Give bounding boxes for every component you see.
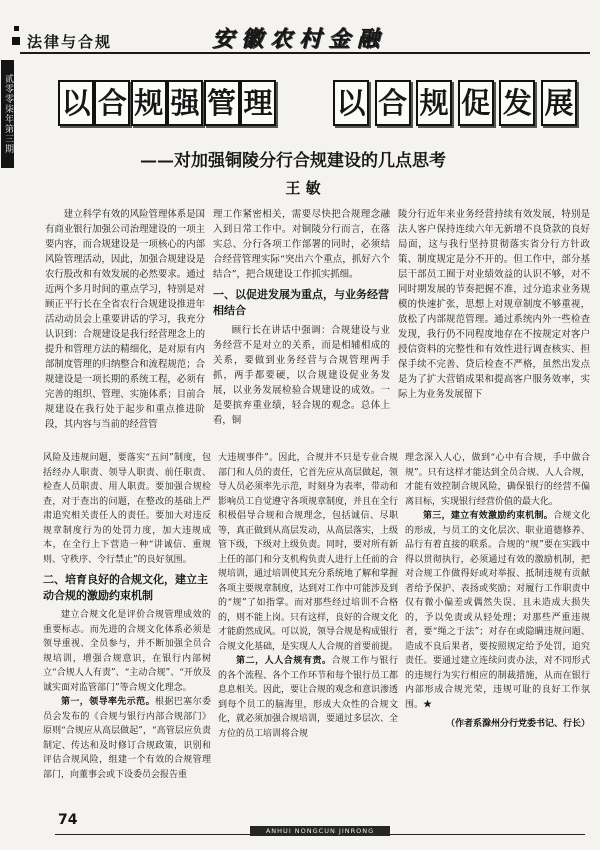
article-author: 王 敏 [285, 179, 321, 197]
title-char: 管 [204, 80, 240, 126]
magazine-title: 安徽农村金融 [212, 26, 387, 52]
top-column-1 [45, 207, 205, 447]
header-rule [20, 52, 590, 54]
article-subtitle: ——对加强铜陵分行合规建设的几点思考 [140, 151, 446, 171]
paragraph: 建立合规文化是评价合规管理成效的重要标志。而先进的合规文化体系必须是领导重视、全员参与，并不断加强全员合规培训，增强合规意识，在银行内部树立“合规人人有责”、“主动合规”、“开放及诚实面对监管部门”等合规文化理念。 [43, 610, 211, 693]
paragraph-lead: 第一，领导率先示范。 [61, 697, 155, 707]
decorative-square-small [14, 26, 19, 31]
paragraph: 理工作紧密相关，需要尽快把合规理念融入到日常工作中。对铜陵分行而言，在落实总、分行各项工作部署的同时，必须结合经营管理实际“突出六个重点，抓好六个结合”，把合规建设工作抓实抓细。 [213, 209, 390, 280]
title-char: 促 [458, 80, 494, 126]
title-char: 规 [131, 80, 167, 126]
bottom-column-3 [405, 451, 590, 811]
title-char: 理 [240, 80, 276, 126]
title-char: 强 [167, 80, 203, 126]
top-column-3 [398, 207, 590, 447]
title-char: 规 [416, 80, 452, 126]
paragraph [405, 509, 590, 712]
title-char: 以 [58, 80, 94, 126]
title-char: 合 [94, 80, 130, 126]
section-label: 法律与合规 [27, 33, 113, 51]
bottom-column-2 [218, 451, 398, 811]
decorative-square [12, 37, 20, 45]
paragraph: 顾行长在讲话中强调：合规建设与业务经营不是对立的关系，而是相辅相成的关系，要做到业务经营与合规管理两手抓，两手都要硬，以合规建设促业务发展，以业务发展检验合规建设的成效。一是要摈弃重业绩，轻合规的观念。总体上看，铜 [213, 325, 390, 426]
paragraph-text: 合规文化的形成，与员工的文化层次、职业道德修养、品行有着直接的联系。合规的“规”要在实践中得以贯彻执行，必须通过有效的激励机制，把对合规工作做得好或对举报、抵制违规有贡献者给予保护、表扬或奖励；对履行工作职责中仅有微小偏差或偶然失误、且未造成大损失的，予以免责或从轻处理；对那些严重违规者，要“绳之于法”；对存在或隐瞒违规问题、造成不良后果者，要按照规定给予处罚，追究责任。要通过建立连续问责办法，对不同形式的违规行为实行相应的制裁措施，从而在银行内部形成合规光荣，违规可耻的良好工作氛围。★ [405, 511, 590, 710]
paragraph-text: 合规工作与银行的各个流程、各个工作环节和每个银行员工都息息相关。因此，要让合规的观念和意识渗透到每个员工的脑海里，形成大众性的合规文化，就必须加强合规培训，要通过多层次、全方位的员工培训将合规 [218, 656, 399, 739]
title-char: 展 [541, 80, 577, 126]
author-note: （作者系滁州分行党委书记、行长） [445, 719, 590, 729]
paragraph [43, 695, 211, 782]
paragraph: 大违规事件”。因此，合规并不只是专业合规部门和人员的责任，它首先应从高层做起，领导人员必须率先示范，时刻身为表率，带动和影响员工自觉遵守各项规章制度，并且在全行积极倡导合规和合规理念，包括诚信、尽职等，真正做到从高层发动，从高层落实，上级管下级，下级对上级负责。同时，要对所有新上任的部门和分支机构负责人进行上任前的合规培训，通过培训使其充分系统地了解和掌握各项主要规章制度，达到对工作中可能涉及到的“规”了如指掌。而对那些经过培训不合格的，则不能上岗。只有这样，良好的合规文化才能蔚然成风。可以说，领导合规是构成银行合规文化基础，是实现人人合规的首要前提。 [218, 453, 399, 652]
issue-strip: 贰零零柒年第三期 [1, 60, 14, 168]
paragraph: 建立科学有效的风险管理体系是国有商业银行加强公司治理建设的一项主要内容，而合规建设是一项核心的内部风险管理活动，因此，加强合规建设是农行股改和有效发展的必然要求。通过近两个多月时间的重点学习，特别是对顾正平行长在全省农行合规建设推进年活动动员会上重要讲话的学习，我充分认识到：合规建设是我行经营理念上的提升和管理方法的精细化，是对原有内部制度管理的归纳整合和流程规范；合规建设是一项长期的系统工程，必须有完善的组织、管理、实施体系；目前合规建设在我行处于起步和重点推进阶段，其内容与当前的经营管 [45, 209, 205, 430]
paragraph-lead: 第三，建立有效激励约束机制。 [423, 511, 554, 521]
paragraph: 风险及违规问题，要落实“五问”制度，包括经办人职责、领导人职责、前任职责、检查人员职责、用人职责。要加强合规检查，对于查出的问题，在整改的基础上严肃追究相关责任人的责任。要加大对违反规章制度行为的处罚力度，加大违规成本，在全行上下营造一种“讲诚信、重规则、守秩序、令行禁止”的良好氛围。 [43, 453, 211, 565]
title-char: 合 [375, 80, 411, 126]
footer-banner: ANHUI NONGCUN JINRONG [250, 826, 390, 836]
bottom-column-1 [43, 451, 211, 811]
section-heading-1: 一、以促进发展为重点，与业务经营相结合 [213, 288, 389, 317]
top-column-2 [213, 207, 390, 447]
section-heading-2: 二、培育良好的合规文化，建立主动合规的激励约束机制 [43, 573, 208, 602]
paragraph-lead: 第二，人人合规有责。 [236, 656, 332, 666]
page-number: 74 [58, 812, 78, 828]
paragraph [218, 654, 398, 741]
title-char: 以 [333, 80, 369, 126]
paragraph-text: 根据巴塞尔委员会发布的《合规与银行内部合规部门》原则“合规应从高层做起”，“高管层应负责制定、传达和及时修订合规政策，识别和评估合规风险，组建一个有效的合规管理部门，向董事会或下设委员会报告重 [43, 697, 211, 780]
paragraph: 陵分行近年来业务经营持续有效发展，特别是法人客户保持连续六年无新增不良贷款的良好局面，这与我行坚持贯彻落实省分行方针政策、制度规定是分不开的。但工作中，部分基层干部员工囿于对业绩效益的认识不够，对不同时期发展的节奏把握不准，过分追求业务规模的快速扩张，思想上对规章制度不够重视，放松了内部规范管理。通过系统内外一些检查发现，我行仍不同程度地存在不按规定对客户授信资料的完整性和有效性进行调查核实、担保手续不完善、贷后检查不严格，虽然出发点是为了扩大营销成果和提高客户服务效率，实际上为业务发展留下 [398, 209, 590, 400]
paragraph: 理念深入人心，做到“心中有合规，手中做合规”。只有这样才能达到全员合规、人人合规，才能有效控制合规风险，确保银行的经营不偏离目标，实现银行经营价值的最大化。 [405, 453, 590, 507]
title-part-1 [58, 80, 276, 126]
title-char: 发 [499, 80, 535, 126]
title-part-2 [333, 80, 577, 126]
